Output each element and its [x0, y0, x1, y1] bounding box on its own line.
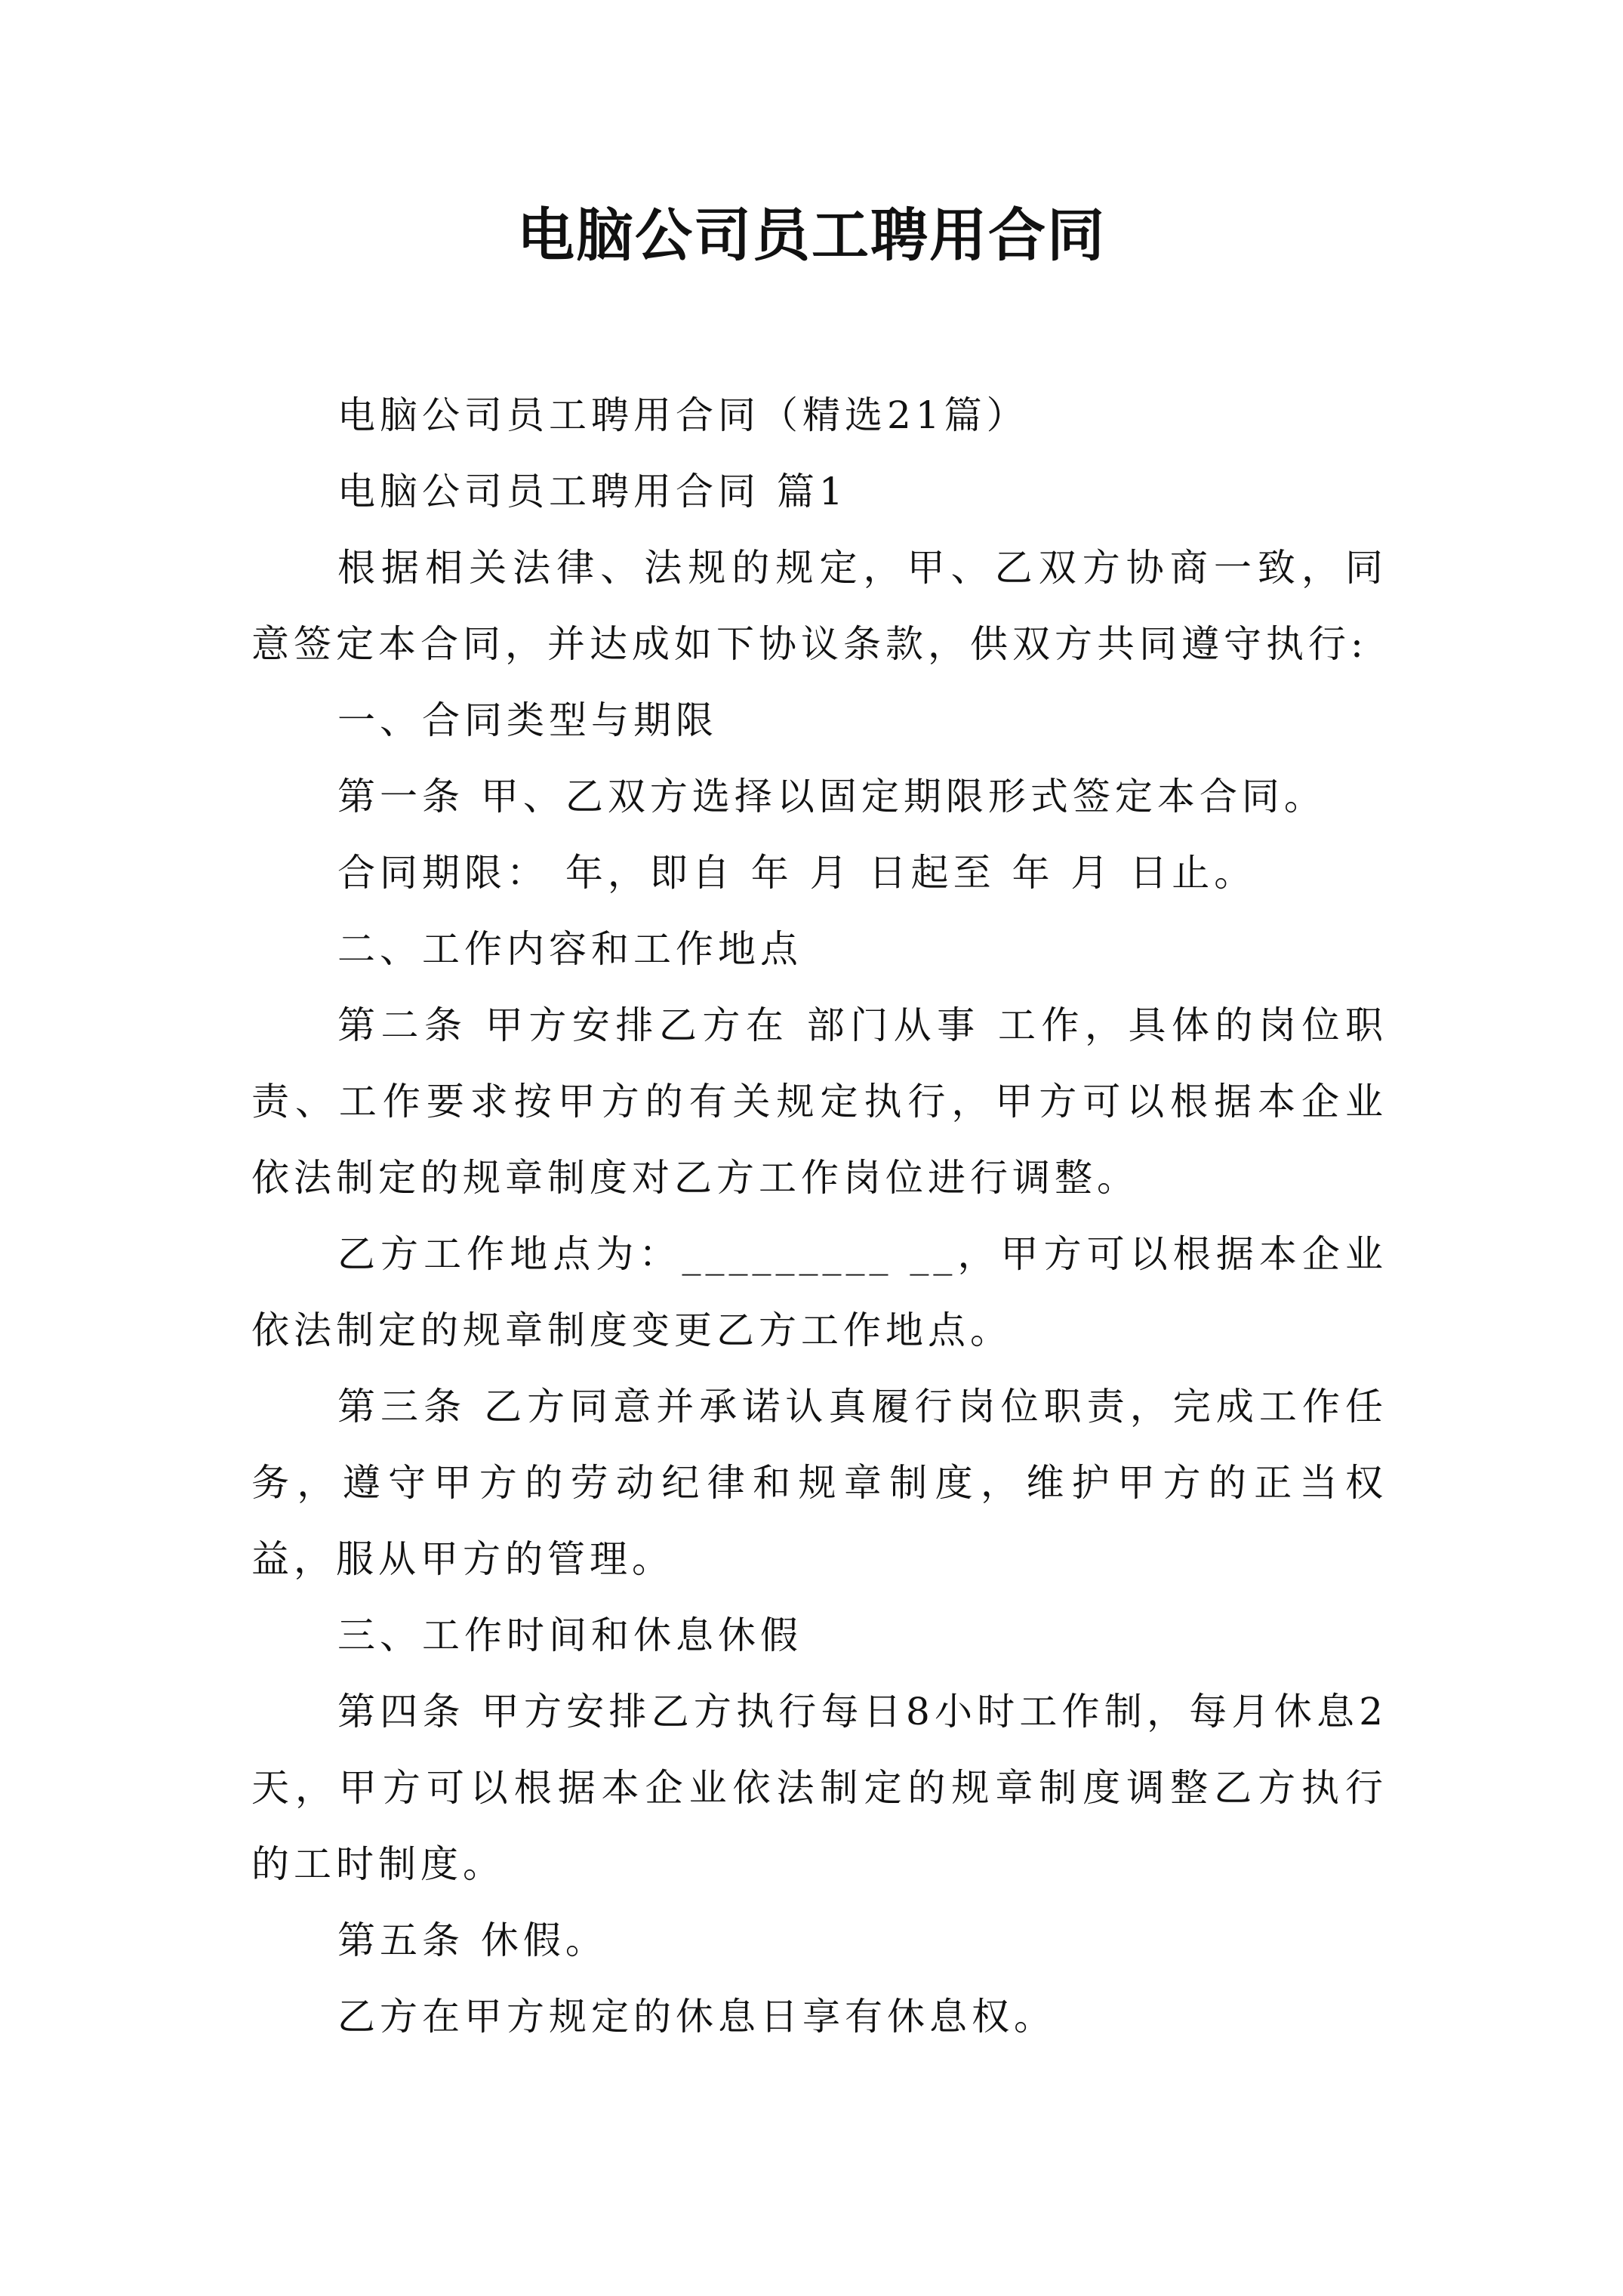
document-title: 电脑公司员工聘用合同 — [517, 202, 1106, 269]
heading-work-time: 三、工作时间和休息休假 — [337, 1613, 802, 1657]
paragraph-article-4: 第四条 甲方安排乙方执行每日8小时工作制，每月休息2天，甲方可以根据本企业依法制定的规章制度调整乙方执行的工时制度。 — [251, 1690, 1387, 1886]
paragraph-work-location: 乙方工作地点为：_________ __，甲方可以根据本企业依法制定的规章制度变更乙方工作地点。 — [251, 1232, 1387, 1352]
heading-work-content: 二、工作内容和工作地点 — [337, 927, 802, 971]
paragraph-subtitle: 电脑公司员工聘用合同（精选21篇） — [337, 393, 1029, 437]
paragraph-article-1: 第一条 甲、乙双方选择以固定期限形式签定本合同。 — [337, 775, 1326, 818]
paragraph-section-heading: 电脑公司员工聘用合同 篇1 — [337, 470, 848, 513]
document-body — [251, 378, 1387, 2055]
paragraph-article-5: 第五条 休假。 — [337, 1918, 608, 1962]
paragraph-rest-right: 乙方在甲方规定的休息日享有休息权。 — [337, 1995, 1056, 2039]
paragraph-contract-term: 合同期限： 年，即自 年 月 日起至 年 月 日止。 — [337, 851, 1257, 895]
heading-contract-type: 一、合同类型与期限 — [337, 698, 718, 742]
paragraph-preamble: 根据相关法律、法规的规定，甲、乙双方协商一致，同意签定本合同，并达成如下协议条款，供双方共同遵守执行: — [251, 546, 1387, 666]
paragraph-article-2: 第二条 甲方安排乙方在 部门从事 工作，具体的岗位职责、工作要求按甲方的有关规定执行，甲方可以根据本企业依法制定的规章制度对乙方工作岗位进行调整。 — [251, 1003, 1387, 1200]
paragraph-article-3: 第三条 乙方同意并承诺认真履行岗位职责，完成工作任务，遵守甲方的劳动纪律和规章制度，维护甲方的正当权益，服从甲方的管理。 — [251, 1385, 1387, 1581]
